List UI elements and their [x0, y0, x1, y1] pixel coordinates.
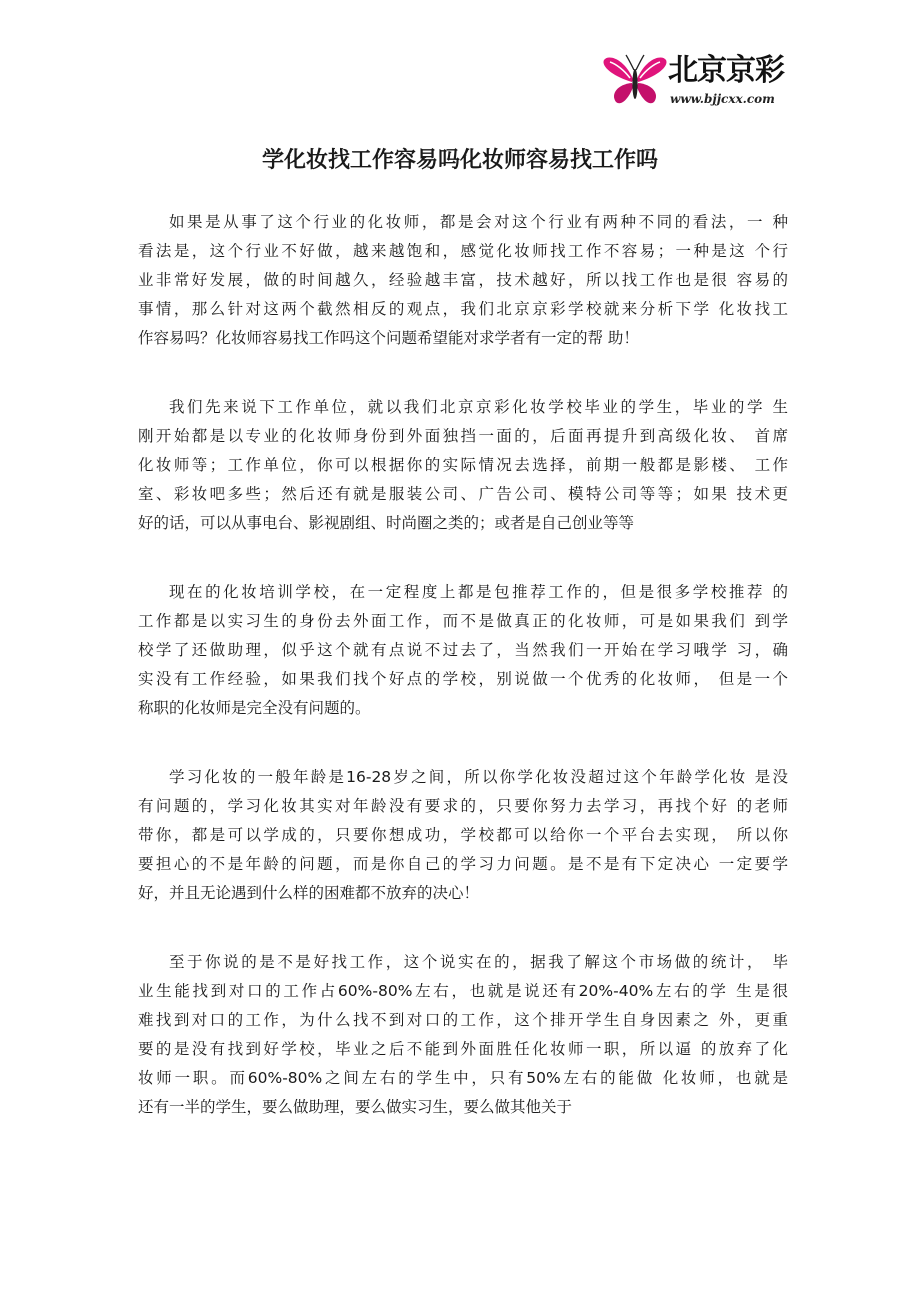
paragraph-line: 刚开始都是以专业的化妆师身份到外面独挡一面的，后面再提升到高级化妆、 首席: [138, 427, 788, 445]
paragraph: [138, 763, 788, 908]
paragraph-line: 要担心的不是年龄的问题，而是你自己的学习力问题。是不是有下定决心 一定要学: [138, 855, 788, 873]
paragraph-line: 好的话，可以从事电台、影视剧组、时尚圈之类的；或者是自己创业等等: [138, 514, 635, 532]
paragraph-line: 作容易吗？化妆师容易找工作吗这个问题希望能对求学者有一定的帮 助！: [138, 329, 639, 347]
paragraph-line: 校学了还做助理，似乎这个就有点说不过去了，当然我们一开始在学习哦学 习，确: [138, 641, 788, 659]
brand-logo: [602, 50, 802, 112]
paragraph-line: 业非常好发展，做的时间越久，经验越丰富，技术越好，所以找工作也是很 容易的: [138, 271, 788, 289]
paragraph-line: 现在的化妆培训学校，在一定程度上都是包推荐工作的，但是很多学校推荐 的: [169, 583, 788, 601]
paragraph-line: 实没有工作经验，如果我们找个好点的学校，别说做一个优秀的化妆师， 但是一个: [138, 670, 788, 688]
paragraph-line: 有问题的，学习化妆其实对年龄没有要求的，只要你努力去学习，再找个好 的老师: [138, 797, 788, 815]
butterfly-logo-icon: [602, 52, 668, 110]
paragraph: [138, 208, 788, 353]
paragraph-line: 业生能找到对口的工作占60%-80%左右，也就是说还有20%-40%左右的学 生是很: [138, 982, 788, 1000]
paragraph: [138, 393, 788, 538]
logo-website-url: www.bjjcxx.com: [670, 92, 775, 106]
paragraph-line: 难找到对口的工作，为什么找不到对口的工作，这个排开学生自身因素之 外，更重: [138, 1011, 788, 1029]
paragraph-line: 看法是，这个行业不好做，越来越饱和，感觉化妆师找工作不容易；一种是这 个行: [138, 242, 788, 260]
paragraph: [138, 578, 788, 723]
paragraph-line: 化妆师等；工作单位，你可以根据你的实际情况去选择，前期一般都是影楼、 工作: [138, 456, 788, 474]
paragraph-line: 要的是没有找到好学校，毕业之后不能到外面胜任化妆师一职，所以逼 的放弃了化: [138, 1040, 788, 1058]
document-title: 学化妆找工作容易吗化妆师容易找工作吗: [261, 147, 658, 173]
paragraph-line: 好，并且无论遇到什么样的困难都不放弃的决心！: [138, 884, 480, 902]
paragraph: [138, 948, 788, 1122]
paragraph-line: 我们先来说下工作单位，就以我们北京京彩化妆学校毕业的学生，毕业的学 生: [169, 398, 788, 416]
paragraph-line: 室、彩妆吧多些；然后还有就是服装公司、广告公司、模特公司等等；如果 技术更: [138, 485, 788, 503]
logo-brand-name: 北京京彩: [668, 53, 784, 88]
paragraph-line: 至于你说的是不是好找工作，这个说实在的，据我了解这个市场做的统计， 毕: [169, 953, 788, 971]
paragraph-line: 妆师一职。而60%-80%之间左右的学生中，只有50%左右的能做 化妆师，也就是: [138, 1069, 788, 1087]
paragraph-line: 学习化妆的一般年龄是16-28岁之间，所以你学化妆没超过这个年龄学化妆 是没: [169, 768, 788, 786]
paragraph-line: 如果是从事了这个行业的化妆师，都是会对这个行业有两种不同的看法，一 种: [169, 213, 788, 231]
paragraph-line: 事情，那么针对这两个截然相反的观点，我们北京京彩学校就来分析下学 化妆找工: [138, 300, 788, 318]
paragraph-line: 称职的化妆师是完全没有问题的。: [138, 699, 371, 717]
paragraph-line: 带你，都是可以学成的，只要你想成功，学校都可以给你一个平台去实现， 所以你: [138, 826, 788, 844]
paragraph-line: 工作都是以实习生的身份去外面工作，而不是做真正的化妆师，可是如果我们 到学: [138, 612, 788, 630]
paragraph-line: 还有一半的学生，要么做助理，要么做实习生，要么做其他关于: [138, 1098, 573, 1116]
document-body: [138, 208, 788, 1162]
